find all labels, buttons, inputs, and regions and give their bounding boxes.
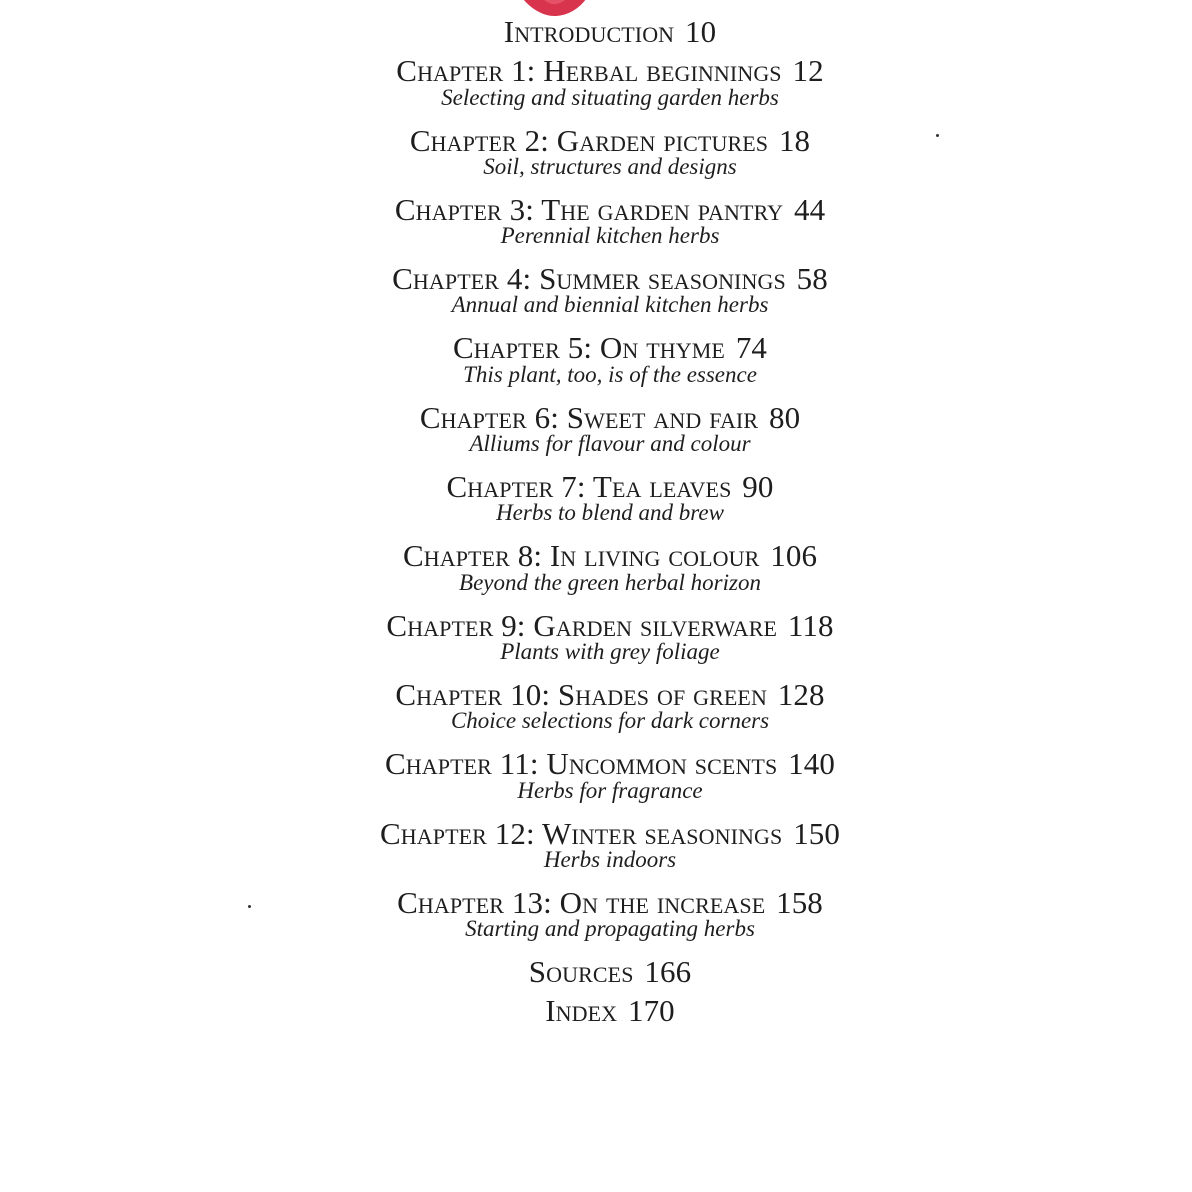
chapter-subtitle: Selecting and situating garden herbs [441,84,779,110]
chapter-title: Chapter 3: The garden pantry [394,191,784,227]
entry-page-number: 170 [627,993,675,1029]
toc-entry-chapter-1[interactable] [0,51,1192,112]
scan-speck [248,905,251,908]
chapter-title: Chapter 5: On thyme [452,330,725,366]
chapter-subtitle: Annual and biennial kitchen herbs [451,292,769,318]
chapter-subtitle: Plants with grey foliage [500,638,720,664]
chapter-title: Chapter 2: Garden pictures [409,122,769,158]
chapter-list [0,51,1192,944]
chapter-title: Chapter 11: Uncommon scents [385,746,778,782]
toc-entry-chapter-10[interactable] [0,675,1192,736]
toc-entry-chapter-9[interactable] [0,606,1192,667]
toc-entry-chapter-13[interactable] [0,883,1192,944]
chapter-title: Chapter 7: Tea leaves [446,469,732,505]
chapter-subtitle: Perennial kitchen herbs [500,223,720,249]
toc-entry-index[interactable] [0,991,1192,1030]
chapter-page-number: 150 [793,815,841,851]
chapter-subtitle: Beyond the green herbal horizon [459,569,761,595]
toc-entry-chapter-7[interactable] [0,467,1192,528]
chapter-title: Chapter 12: Winter seasonings [379,815,783,851]
toc-entry-chapter-4[interactable] [0,259,1192,320]
chapter-page-number: 44 [793,191,826,227]
toc-entry-sources[interactable] [0,952,1192,991]
entry-page-number: 10 [685,14,717,49]
chapter-page-number: 80 [768,399,801,435]
toc-entry-introduction[interactable] [0,12,1192,51]
chapter-subtitle: This plant, too, is of the essence [463,361,757,387]
chapter-page-number: 118 [787,607,834,643]
toc-entry-chapter-6[interactable] [0,398,1192,459]
toc-entry-chapter-12[interactable] [0,814,1192,875]
chapter-subtitle: Soil, structures and designs [483,153,737,179]
entry-page-number: 166 [644,954,692,990]
toc-entry-chapter-5[interactable] [0,328,1192,389]
chapter-title: Chapter 4: Summer seasonings [392,261,786,297]
chapter-subtitle: Herbs for fragrance [517,777,703,803]
entry-title: Sources [528,954,634,990]
chapter-title: Chapter 6: Sweet and fair [419,399,759,435]
chapter-subtitle: Choice selections for dark corners [450,708,770,734]
chapter-title: Chapter 8: In living colour [402,538,760,574]
chapter-page-number: 128 [777,676,825,712]
chapter-subtitle: Herbs to blend and brew [496,500,724,526]
toc-entry-chapter-11[interactable] [0,744,1192,805]
chapter-subtitle: Herbs indoors [543,846,677,872]
entry-title: Introduction [503,14,675,49]
chapter-page-number: 12 [792,53,824,89]
chapter-title: Chapter 13: On the increase [397,884,766,920]
chapter-title: Chapter 10: Shades of green [395,676,767,712]
chapter-page-number: 158 [776,884,823,920]
chapter-page-number: 18 [778,122,811,158]
entry-title: Index [545,993,618,1029]
scan-speck [936,134,939,137]
chapter-page-number: 74 [735,330,768,366]
chapter-subtitle: Alliums for flavour and colour [469,431,751,457]
toc-list [0,12,1192,1031]
chapter-page-number: 106 [770,538,818,574]
chapter-page-number: 58 [796,261,828,297]
chapter-title: Chapter 1: Herbal beginnings [396,53,782,89]
chapter-page-number: 90 [742,469,774,505]
toc-entry-chapter-2[interactable] [0,121,1192,182]
toc-entry-chapter-8[interactable] [0,536,1192,597]
chapter-title: Chapter 9: Garden silverware [386,607,778,643]
chapter-subtitle: Starting and propagating herbs [465,916,755,942]
chapter-page-number: 140 [788,746,835,782]
toc-entry-chapter-3[interactable] [0,190,1192,251]
